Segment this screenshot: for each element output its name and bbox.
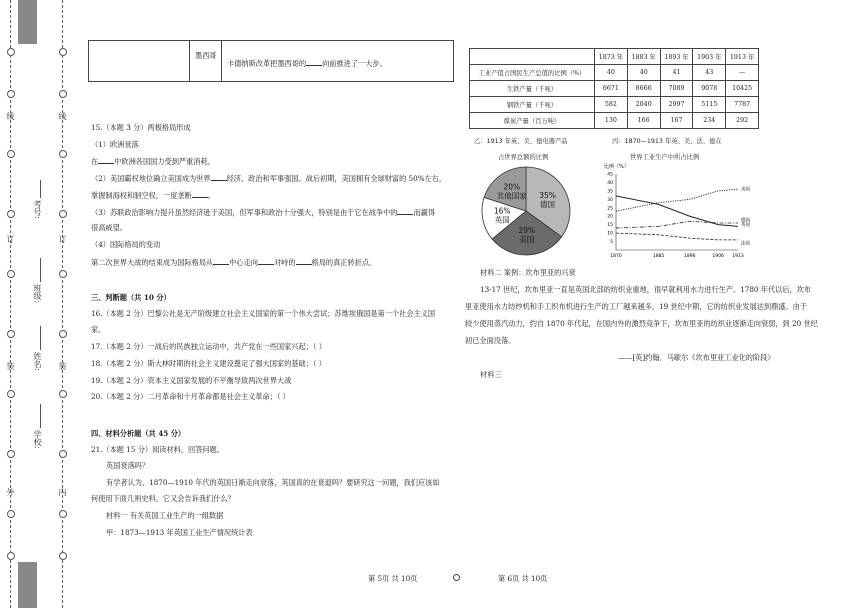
q15-line2: （2）美国霸权地位确立美国成为世界 经济、政治和军事强国。战后初期，美国拥有全球财富的 50%左右，	[91, 174, 447, 183]
binding-hole-icon	[7, 330, 15, 338]
stat-year: 1913 年	[726, 49, 759, 65]
stat-year: 1893 年	[660, 49, 693, 65]
y-tick-label: 15	[607, 223, 613, 229]
y-tick-label: 25	[607, 206, 613, 212]
binding-hole-icon	[7, 90, 15, 98]
stat-cell: 167	[660, 113, 693, 129]
q15-sub1: （1）欧洲衰落	[91, 140, 139, 149]
stat-cell: 9078	[693, 81, 726, 97]
stat-cell: 8666	[627, 81, 660, 97]
gray-block-top	[18, 0, 37, 44]
material2-line4: 初已全面没落。	[465, 336, 516, 345]
q19: 19.（本题 2 分）资本主义国家发展的不平衡导致两次世界大战	[91, 376, 292, 385]
caption-left-a: 乙：1913 年英、美、德电器产品	[474, 138, 568, 145]
material1-title: 材料一 有关英国工业生产的一组数据	[106, 511, 224, 520]
q15-line5: 很高威望。	[91, 223, 127, 232]
center-hole-icon	[453, 574, 460, 581]
field-name: 姓名:	[33, 352, 42, 371]
pie-slice-label: 美国	[519, 235, 535, 245]
binding-hole-icon	[59, 390, 67, 398]
binding-label-inner: 内	[58, 488, 67, 496]
q18: 18.（本题 2 分）斯大林时期的社会主义建设奠定了强大国家的基础；（ ）	[91, 359, 326, 368]
binding-hole-icon	[59, 510, 67, 518]
binding-hole-icon	[7, 210, 15, 218]
top-table	[88, 40, 454, 82]
stat-cell: 2040	[627, 97, 660, 113]
y-tick-label: 35	[607, 189, 613, 195]
binding-hole-icon	[7, 270, 15, 278]
q21: 21.（本题 15 分）阅读材料，回答问题。	[91, 445, 224, 454]
top-table-text: 卡德纳斯改革把墨西哥的 向前推进了一大步。	[227, 59, 387, 68]
stat-cell: 40	[595, 65, 628, 81]
material2-line1: 13-17 世纪，坎布里亚一直是英国北部的纺织业重地，很早就利用水力进行生产。1780 年代以后，坎布	[480, 285, 812, 294]
stat-row-label: 钢铁产量（千吨）	[470, 97, 595, 113]
pie-slice-pct: 35%	[539, 191, 556, 201]
binding-hole-icon	[59, 150, 67, 158]
footer-page-left: 第 5页 共 10页	[368, 574, 418, 583]
q16-line2: 家。	[91, 325, 106, 334]
series-label: 德国	[741, 218, 750, 224]
stat-cell: 130	[595, 113, 628, 129]
binding-hole-icon	[59, 48, 67, 56]
binding-hole-icon	[59, 270, 67, 278]
stat-cell: 40	[627, 65, 660, 81]
gray-block-bottom	[18, 562, 37, 608]
stat-cell: 2997	[660, 97, 693, 113]
stat-cell: 5115	[693, 97, 726, 113]
binding-label-outer-zhuang: 装	[6, 362, 15, 370]
line-chart	[592, 160, 764, 260]
caption-left-b: 占世界总额的比例	[498, 154, 549, 161]
y-tick-label: 45	[607, 172, 613, 178]
stat-year: 1883 年	[627, 49, 660, 65]
series-line	[616, 189, 738, 211]
series-label: 法国	[741, 241, 750, 247]
stat-cell: 7089	[660, 81, 693, 97]
binding-label-outer: 外	[6, 488, 15, 496]
pie-slice-label: 其他国家	[496, 191, 527, 201]
stat-cell: —	[726, 65, 759, 81]
q15-line1: 在 中欧洲各国国力受到严重消耗。	[91, 157, 215, 166]
pie-slice-label: 英国	[494, 215, 510, 225]
field-class: 班级:	[33, 284, 42, 303]
pie-chart	[476, 164, 582, 258]
series-label: 英国	[741, 222, 750, 228]
binding-label-inner-zhuang: 装	[58, 362, 67, 370]
q15-line4: （3）苏联政治影响力提升虽然经济逊于美国，但军事和政治十分强大，特别是由于它在战争中的 而赢得	[91, 208, 436, 217]
binding-hole-icon	[59, 90, 67, 98]
y-tick-label: 10	[607, 231, 613, 237]
field-exam-number: 考号:	[33, 200, 42, 219]
stat-cell: 7787	[726, 97, 759, 113]
footer-page-right: 第 6页 共 10页	[498, 574, 548, 583]
x-tick-label: 1913	[732, 254, 744, 259]
q15-line6: 第二次世界大战的结束成为国际格局从 中心走向 对峙的 格局的真正转折点。	[91, 258, 377, 267]
q21-p3: 何使用下面几则史料，它又会告诉我们什么？	[91, 494, 235, 503]
x-tick-label: 1870	[610, 254, 622, 259]
q16-line1: 16.（本题 2 分）巴黎公社是无产阶级建立社会主义国家的第一个伟大尝试；苏维埃俄国是第一个社会主义国	[91, 309, 436, 318]
material2-source: ——[英]约翰．马歇尔《坎布里亚工业化的阶段》	[618, 353, 775, 362]
binding-label-inner-ding: 订	[58, 235, 67, 243]
caption-right-a: 丙：1870—1913 年英、美、法、德在	[612, 138, 722, 145]
q15-sub4: （4）国际格局的变动	[91, 240, 161, 249]
stat-table	[469, 48, 759, 129]
binding-hole-icon	[7, 552, 15, 560]
field-school: 学校:	[33, 430, 42, 449]
table-row	[470, 113, 759, 129]
material3-title: 材料三	[480, 370, 502, 379]
stat-row-label: 生铁产量（千吨）	[470, 81, 595, 97]
binding-hole-icon	[7, 48, 15, 56]
y-axis-label: 比例（%）	[604, 164, 629, 170]
binding-hole-icon	[7, 450, 15, 458]
binding-label-outer-ding: 订	[6, 235, 15, 243]
table-row	[470, 65, 759, 81]
stat-year: 1873 年	[595, 49, 628, 65]
binding-label-inner-xian: 线	[58, 112, 67, 120]
material2-title: 材料二 案例：坎布里亚的兴衰	[480, 268, 576, 277]
material2-line3: 较少使用蒸汽动力，约自 1870 年代起，在国内外的激烈竞争下，坎布里亚的纺织业逐渐走向衰弱，到 20 世纪	[465, 319, 818, 328]
table-row	[470, 97, 759, 113]
x-tick-label: 1906	[712, 254, 724, 259]
y-tick-label: 5	[610, 240, 613, 246]
binding-hole-icon	[59, 552, 67, 560]
stat-cell: 6671	[595, 81, 628, 97]
pie-slice-label: 德国	[540, 200, 556, 210]
q15-title: 15.（本题 3 分）两极格局形成	[91, 123, 191, 132]
stat-cell: 10425	[726, 81, 759, 97]
stat-row-label: 煤炭产量（百万吨）	[470, 113, 595, 129]
binding-hole-icon	[59, 210, 67, 218]
q21-p2: 有学者认为，1870—1910 年代的英国日渐走向衰落，英国真的在衰退吗？要研究这一问题，我们应该如	[106, 478, 440, 487]
pie-slice-pct: 16%	[493, 206, 511, 216]
pie-slice-pct: 20%	[503, 182, 521, 192]
pie-slice-pct: 29%	[518, 226, 536, 236]
binding-hole-icon	[59, 330, 67, 338]
x-tick-label: 1896	[684, 254, 696, 259]
q21-p1: 英国衰落吗？	[106, 461, 150, 470]
y-tick-label: 40	[607, 180, 613, 186]
stat-cell: 582	[595, 97, 628, 113]
binding-hole-icon	[59, 450, 67, 458]
stat-cell: 166	[627, 113, 660, 129]
top-table-label: 墨西哥	[195, 51, 217, 60]
stat-row-label: 工业产值占国民生产总值的比例（%）	[470, 65, 595, 81]
stat-table-header	[470, 49, 759, 65]
y-tick-label: 20	[607, 214, 613, 220]
q17: 17.（本题 2 分）一战后的民族独立运动中，共产党在一些国家兴起；（ ）	[91, 342, 326, 351]
q15-line3: 掌握制海权和制空权，一度垄断 。	[91, 191, 215, 200]
stat-cell: 43	[693, 65, 726, 81]
series-label: 美国	[741, 187, 750, 193]
caption-right-b: 世界工业生产中所占比例	[630, 154, 700, 161]
binding-strip	[0, 0, 90, 608]
material1-table-caption: 甲：1873—1913 年英国工业生产情况统计表	[106, 528, 253, 537]
table-row	[470, 81, 759, 97]
stat-cell: 234	[693, 113, 726, 129]
section4-title: 四、材料分析题（共 45 分）	[91, 429, 186, 438]
binding-hole-icon	[7, 390, 15, 398]
section3-title: 三、判断题（共 10 分）	[91, 293, 171, 302]
y-tick-label: 30	[607, 197, 613, 203]
series-line	[616, 233, 738, 240]
stat-year: 1903 年	[693, 49, 726, 65]
x-tick-label: 1885	[652, 254, 665, 259]
q20: 20.（本题 2 分）二月革命和十月革命都是社会主义革命；（ ）	[91, 392, 290, 401]
binding-label-outer-xian: 线	[6, 112, 15, 120]
series-line	[616, 196, 738, 226]
binding-hole-icon	[7, 150, 15, 158]
stat-cell: 41	[660, 65, 693, 81]
binding-hole-icon	[7, 510, 15, 518]
stat-cell: 292	[726, 113, 759, 129]
material2-line2: 里亚使用水力纺纱机和手工织布机进行生产的工厂越来越多，19 世纪中期，它的纺织业发展达到鼎盛。由于	[465, 302, 808, 311]
